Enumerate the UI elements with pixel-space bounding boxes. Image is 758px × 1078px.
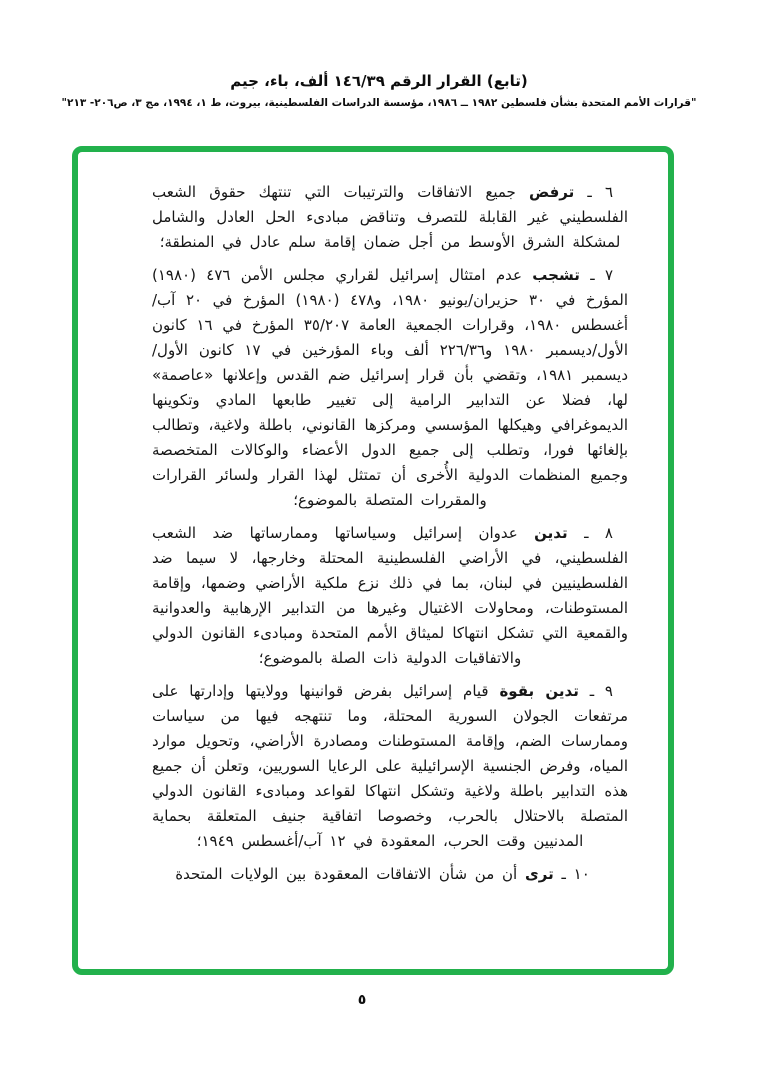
paragraph-text: قيام إسرائيل بفرض قوانينها وولايتها وإدارتها على مرتفعات الجولان السورية المحتلة، وما تنتهجه فيها من سياسات وممارسات الضم، وإقامة المستوطنات ومصادرة الأراضي، وتحويل موارد المياه، وفرض الجنسية الإسرائيلية على الرعايا السوريين، وتعلن أن جميع هذه التدابير باطلة ولاغية وتشكل انتهاكا لقواعد ومبادىء القانون الدولي المتصلة بالاحتلال بالحرب، وخصوصا اتفاقية جنيف المتعلقة بحماية المدنيين وقت الحرب، المعقودة في ١٢ آب/أغسطس ١٩٤٩؛ <box>152 682 628 850</box>
resolution-paragraph-10 <box>152 862 628 887</box>
document-header <box>0 72 758 109</box>
paragraph-operative-verb: ترفض <box>528 183 575 201</box>
paragraph-operative-verb: تشجب <box>532 266 580 284</box>
resolution-paragraph-9 <box>152 679 628 854</box>
paragraph-number: ٩ ـ <box>589 682 613 700</box>
paragraph-operative-verb: تدين بقوة <box>499 682 579 700</box>
resolution-body <box>152 180 628 895</box>
resolution-paragraph-8 <box>152 521 628 671</box>
resolution-title: (تابع) القرار الرقم ١٤٦/٣٩ ألف، باء، جيم <box>230 72 528 90</box>
resolution-paragraph-6 <box>152 180 628 255</box>
page-number: ٥ <box>357 992 367 1008</box>
paragraph-text: أن من شأن الاتفاقات المعقودة بين الولايات المتحدة <box>175 865 518 883</box>
paragraph-number: ٦ ـ <box>587 183 613 201</box>
paragraph-text: عدوان إسرائيل وسياساتها وممارساتها ضد الشعب الفلسطيني، في الأراضي الفلسطينية المحتلة وخارجها، لا سيما ضد الفلسطينيين في لبنان، بما في ذلك نزع ملكية الأراضي وضمها، وإقامة المستوطنات، ومحاولات الاغتيال وغيرها من التدابير الإرهابية والعدوانية والقمعية التي تشكل انتهاكا لميثاق الأمم المتحدة ومبادىء القانون الدولي والاتفاقيات الدولية ذات الصلة بالموضوع؛ <box>152 524 628 667</box>
paragraph-number: ٧ ـ <box>590 266 613 284</box>
paragraph-operative-verb: ترى <box>524 865 554 883</box>
source-citation: "قرارات الأمم المتحدة بشأن فلسطين ١٩٨٢ ــ ١٩٨٦، مؤسسة الدراسات الفلسطينية، بيروت، ط ١، ١٩٩٤، مج ٣، ص٢٠٦- ٢١٣" <box>61 97 697 109</box>
paragraph-operative-verb: تدين <box>534 524 568 542</box>
paragraph-number: ٨ ـ <box>584 524 613 542</box>
paragraph-number: ١٠ ـ <box>561 865 590 883</box>
paragraph-text: جميع الاتفاقات والترتيبات التي تنتهك حقوق الشعب الفلسطيني غير القابلة للتصرف وتناقض مبادىء الحل العادل والشامل لمشكلة الشرق الأوسط من أجل ضمان إقامة سلم عادل في المنطقة؛ <box>152 183 628 251</box>
paragraph-text: عدم امتثال إسرائيل لقراري مجلس الأمن ٤٧٦ (١٩٨٠) المؤرخ في ٣٠ حزيران/يونيو ١٩٨٠، و٤٧٨ (١٩٨٠) المؤرخ في ٢٠ آب/أغسطس ١٩٨٠، وقرارات الجمعية العامة ٣٥/٢٠٧ المؤرخ في ١٦ كانون الأول/ديسمبر ١٩٨٠ و٢٢٦/٣٦ ألف وباء المؤرخين في ١٧ كانون الأول/ديسمبر ١٩٨١، وتقضي بأن قرار إسرائيل ضم القدس وإعلانها «عاصمة» لها، فضلا عن التدابير الرامية إلى تغيير طابعها المادي وتكوينها الديموغرافي وهيكلها المؤسسي ومركزها القانوني، باطلة ولاغية، وتطالب بإلغائها فورا، وتطلب إلى جميع الدول الأعضاء والوكالات المتخصصة وجميع المنظمات الدولية الأُخرى أن تمتثل لهذا القرار ولسائر القرارات والمقررات المتصلة بالموضوع؛ <box>152 266 629 509</box>
resolution-paragraph-7 <box>152 263 628 513</box>
